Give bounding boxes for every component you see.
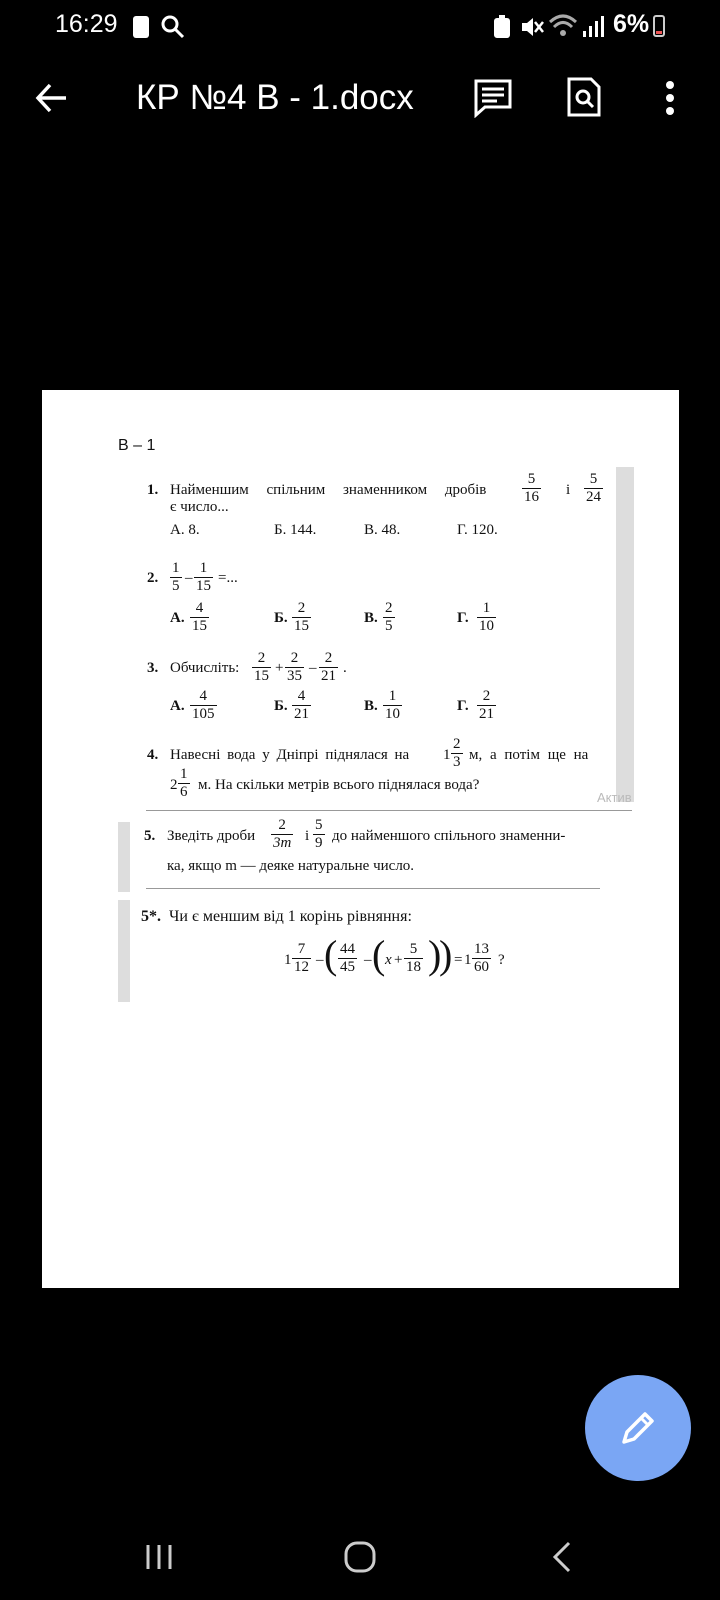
eq-operator: + bbox=[394, 952, 403, 968]
signal-icon bbox=[582, 14, 604, 38]
option-fraction: 2 21 bbox=[479, 688, 494, 722]
eq-fraction: 44 45 bbox=[340, 941, 355, 975]
answer-option: Г. 120. bbox=[457, 522, 498, 538]
operator: + bbox=[275, 660, 284, 676]
option-fraction: 2 15 bbox=[294, 600, 309, 634]
option-label: Г. bbox=[457, 610, 469, 626]
eq-operator: – bbox=[316, 952, 324, 968]
variant-label: В – 1 bbox=[118, 437, 156, 454]
eq-operator: = bbox=[454, 952, 463, 968]
fraction: 2 3 bbox=[453, 736, 461, 770]
pencil-icon bbox=[618, 1408, 658, 1448]
task-text: Зведіть дроби bbox=[167, 828, 256, 844]
status-time: 16:29 bbox=[55, 10, 118, 38]
back-arrow-icon[interactable] bbox=[34, 80, 70, 116]
mixed-whole: 1 bbox=[443, 747, 451, 763]
battery-icon bbox=[653, 15, 665, 37]
battery-percent: 6% bbox=[613, 10, 650, 38]
more-options-icon[interactable] bbox=[664, 80, 676, 116]
option-fraction: 1 10 bbox=[479, 600, 494, 634]
document-page[interactable] bbox=[42, 390, 679, 1288]
search-icon bbox=[160, 14, 186, 40]
scan-edge-strip bbox=[616, 467, 634, 802]
document-title: КР №4 В - 1.docx bbox=[136, 78, 414, 117]
option-label: Г. bbox=[457, 698, 469, 714]
edit-fab-button[interactable] bbox=[585, 1375, 691, 1481]
option-fraction: 4 15 bbox=[192, 600, 207, 634]
recent-apps-icon[interactable] bbox=[143, 1542, 175, 1572]
operator: – bbox=[309, 660, 317, 676]
task-text: до найменшого спільного знаменни- bbox=[332, 828, 566, 844]
task-text: Чи є меншим від 1 корінь рівняння: bbox=[169, 908, 412, 925]
task-number: 1. bbox=[147, 482, 159, 498]
eq-variable: x bbox=[385, 952, 392, 968]
scan-edge-strip bbox=[118, 822, 130, 892]
task-number: 5*. bbox=[141, 908, 161, 925]
task-text: Навесні вода у Дніпрі піднялася на bbox=[170, 747, 410, 763]
watermark-text: Актив bbox=[597, 790, 632, 805]
fraction: 2 21 bbox=[321, 650, 336, 684]
task-text: м, а потім ще на bbox=[469, 747, 589, 763]
eq-fraction: 7 12 bbox=[294, 941, 309, 975]
task-number: 5. bbox=[144, 828, 156, 844]
eq-whole: 1 bbox=[464, 952, 472, 968]
separator-line bbox=[146, 888, 600, 889]
option-fraction: 4 21 bbox=[294, 688, 309, 722]
option-label: Б. bbox=[274, 698, 288, 714]
answer-option: Б. 144. bbox=[274, 522, 317, 538]
option-label: Б. bbox=[274, 610, 288, 626]
task-text: Обчисліть: bbox=[170, 660, 240, 676]
answer-option: А. 8. bbox=[170, 522, 200, 538]
separator-line bbox=[146, 810, 632, 811]
option-fraction: 1 10 bbox=[385, 688, 400, 722]
fraction: 5 24 bbox=[586, 471, 601, 505]
back-nav-icon[interactable] bbox=[550, 1540, 574, 1574]
fraction: 5 16 bbox=[524, 471, 539, 505]
eq-whole: 1 bbox=[284, 952, 292, 968]
eq-fraction: 13 60 bbox=[474, 941, 489, 975]
scan-edge-strip bbox=[118, 900, 130, 1002]
period: . bbox=[343, 660, 347, 676]
mute-icon bbox=[520, 14, 544, 40]
fraction: 5 9 bbox=[315, 817, 323, 851]
task-number: 3. bbox=[147, 660, 159, 676]
option-fraction: 2 5 bbox=[385, 600, 393, 634]
find-in-document-icon[interactable] bbox=[566, 76, 602, 118]
paren-close: ) bbox=[439, 932, 453, 977]
home-icon[interactable] bbox=[343, 1540, 377, 1574]
eq-question-mark: ? bbox=[498, 952, 505, 968]
fraction: 1 5 bbox=[172, 560, 180, 594]
paren-open: ( bbox=[372, 932, 386, 977]
fraction: 2 15 bbox=[254, 650, 269, 684]
mixed-whole: 2 bbox=[170, 777, 178, 793]
fraction: 1 15 bbox=[196, 560, 211, 594]
task-number: 2. bbox=[147, 570, 159, 586]
task-text: =... bbox=[218, 570, 238, 586]
conjunction: і bbox=[566, 482, 571, 498]
fraction: 1 6 bbox=[180, 766, 188, 800]
task-text: Найменшим спільним знаменником дробів bbox=[170, 482, 487, 498]
fraction: 2 35 bbox=[287, 650, 302, 684]
task-text: м. На скільки метрів всього піднялася вода? bbox=[198, 777, 480, 793]
paren-close: ) bbox=[428, 932, 442, 977]
task-number: 4. bbox=[147, 747, 159, 763]
operator: – bbox=[185, 570, 193, 586]
eq-fraction: 5 18 bbox=[406, 941, 421, 975]
comments-icon[interactable] bbox=[473, 78, 513, 118]
task-text: є число... bbox=[170, 499, 229, 515]
conjunction: і bbox=[305, 828, 310, 844]
option-label: В. bbox=[364, 610, 378, 626]
task-text: ка, якщо m — деяке натуральне число. bbox=[167, 858, 415, 874]
fraction: 2 3m bbox=[273, 817, 292, 851]
alert-icon bbox=[133, 16, 149, 38]
option-label: В. bbox=[364, 698, 378, 714]
eq-operator: – bbox=[364, 952, 372, 968]
answer-option: В. 48. bbox=[364, 522, 401, 538]
option-label: А. bbox=[170, 610, 185, 626]
option-fraction: 4 105 bbox=[192, 688, 215, 722]
option-label: А. bbox=[170, 698, 185, 714]
paren-open: ( bbox=[324, 932, 338, 977]
wifi-icon bbox=[548, 12, 578, 40]
data-saver-icon bbox=[492, 14, 512, 40]
